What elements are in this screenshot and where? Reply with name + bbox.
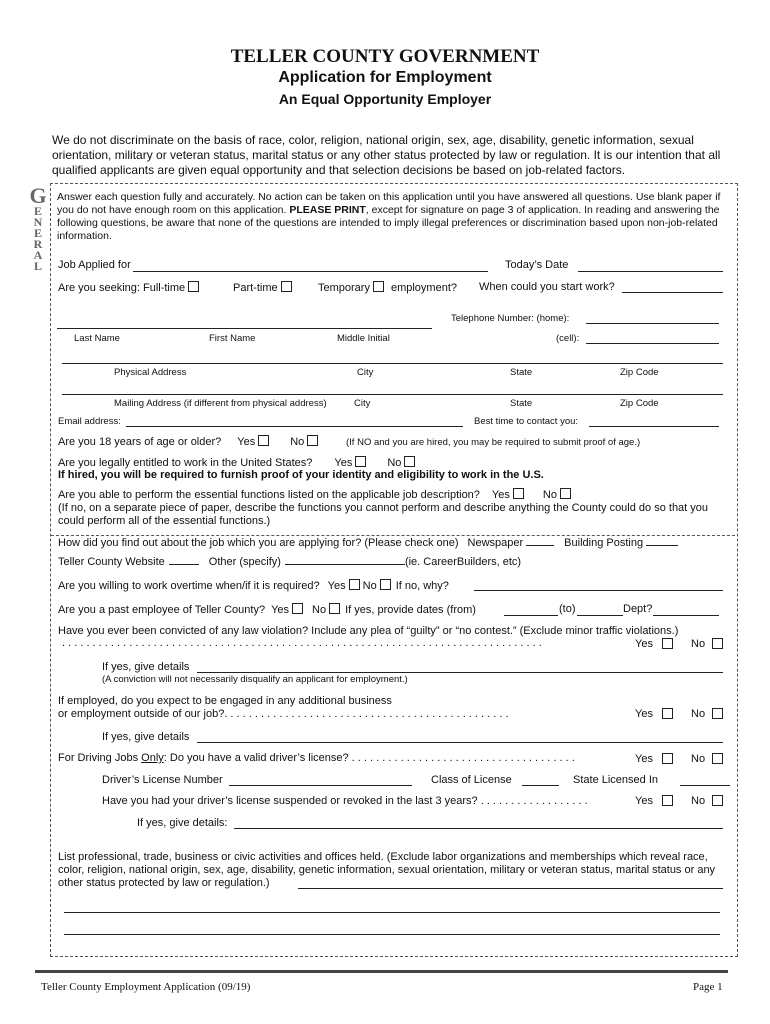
section-letter: G xyxy=(29,183,47,208)
other-business-no-label: No xyxy=(691,708,706,720)
dept-field[interactable] xyxy=(653,615,719,616)
section-letter: L xyxy=(33,259,42,273)
work-eligibility-note: If hired, you will be required to furnish proof of your identity and eligibility to work in the U.S. xyxy=(58,469,544,481)
conviction-question: Have you ever been convicted of any law violation? Include any plea of “guilty” or “no contest.” (Exclude minor traffic violations.) xyxy=(58,625,679,637)
essential-yes-checkbox[interactable] xyxy=(513,488,524,499)
best-time-label: Best time to contact you: xyxy=(474,416,579,427)
dates-to-label: (to) xyxy=(559,603,576,615)
first-name-label: First Name xyxy=(209,333,256,344)
license-yes-checkbox[interactable] xyxy=(662,753,673,764)
physical-address-label: Physical Address xyxy=(114,367,187,378)
state-label: State xyxy=(510,367,533,378)
eligibility-yes-checkbox[interactable] xyxy=(355,456,366,467)
conviction-yes-checkbox[interactable] xyxy=(662,638,673,649)
section-divider xyxy=(51,535,735,536)
middle-initial-label: Middle Initial xyxy=(337,333,390,344)
website-field[interactable] xyxy=(169,564,199,565)
part-time-checkbox[interactable] xyxy=(281,281,292,292)
page-number: Page 1 xyxy=(693,981,723,993)
age-18-yes-checkbox[interactable] xyxy=(258,435,269,446)
zip-label-2: Zip Code xyxy=(620,398,659,409)
other-business-details-label: If yes, give details xyxy=(102,731,190,743)
todays-date-field[interactable] xyxy=(578,271,723,272)
activities-question: List professional, trade, business or civic activities and offices held. (Exclude labor organizations and memberships which reveal race, color, religion, national origin, sex, age, disability, genetic information, sexual orientation, military or veteran status, marital status or any other status protected by law or regulation.) xyxy=(58,851,716,889)
past-employee-yes-checkbox[interactable] xyxy=(292,603,303,614)
other-business-yes-label: Yes xyxy=(635,708,653,720)
age-18-note: (If NO and you are hired, you may be required to submit proof of age.) xyxy=(346,437,641,448)
seeking-temporary: Temporary employment? xyxy=(318,282,458,294)
license-no-label: No xyxy=(691,753,706,765)
suspended-yes-label: Yes xyxy=(635,795,653,807)
dates-to-field[interactable] xyxy=(577,615,623,616)
state-licensed-label: State Licensed In xyxy=(573,774,659,786)
activities-field-2[interactable] xyxy=(64,912,720,913)
section-letter: R xyxy=(33,237,43,251)
conviction-details-label: If yes, give details xyxy=(102,661,190,673)
newspaper-field[interactable] xyxy=(526,545,554,546)
conviction-note: (A conviction will not necessarily disqualify an applicant for employment.) xyxy=(102,674,408,685)
activities-field-3[interactable] xyxy=(64,934,720,935)
overtime-no-checkbox[interactable] xyxy=(380,579,391,590)
city-label-2: City xyxy=(354,398,371,409)
name-field[interactable] xyxy=(57,328,432,329)
section-letter: E xyxy=(33,226,42,240)
eligibility-no-checkbox[interactable] xyxy=(404,456,415,467)
start-work-field[interactable] xyxy=(622,292,723,293)
best-time-field[interactable] xyxy=(589,426,719,427)
overtime-reason-field[interactable] xyxy=(474,590,723,591)
mailing-address-field[interactable] xyxy=(62,394,723,395)
state-label-2: State xyxy=(510,398,533,409)
full-time-checkbox[interactable] xyxy=(188,281,199,292)
overtime-yes-checkbox[interactable] xyxy=(349,579,360,590)
email-label: Email address: xyxy=(58,416,121,427)
city-label: City xyxy=(357,367,374,378)
activities-field-1[interactable] xyxy=(298,888,723,889)
seeking-full-time: Are you seeking: Full-time xyxy=(58,281,202,294)
todays-date-label: Today’s Date xyxy=(505,259,569,271)
license-class-field[interactable] xyxy=(522,785,559,786)
temporary-checkbox[interactable] xyxy=(373,281,384,292)
physical-address-field[interactable] xyxy=(62,363,723,364)
other-business-question-2: or employment outside of our job?. . . . . . . . . . . . . . . . . . . . . . . . . . . . . . . . . . . . . . . . . . . . . . . xyxy=(58,708,509,720)
work-eligibility-question: Are you legally entitled to work in the United States? Yes No xyxy=(58,456,418,469)
license-number-field[interactable] xyxy=(229,785,412,786)
essential-functions-note: (If no, on a separate piece of paper, describe the functions you cannot perform and describe anything the County could do so that you could perform all of the essential functions.) xyxy=(58,502,709,527)
drivers-license-question: For Driving Jobs Only: Do you have a valid driver’s license? . . . . . . . . . . . . . . . . . . . . . . . . . . . . . . . . . . . . . xyxy=(58,752,575,764)
dates-from-field[interactable] xyxy=(504,615,558,616)
past-employee-no-checkbox[interactable] xyxy=(329,603,340,614)
suspended-details-field[interactable] xyxy=(234,828,723,829)
license-no-checkbox[interactable] xyxy=(712,753,723,764)
email-field[interactable] xyxy=(126,426,463,427)
telephone-home-field[interactable] xyxy=(586,323,719,324)
license-yes-label: Yes xyxy=(635,753,653,765)
license-class-label: Class of License xyxy=(431,774,512,786)
section-label-general xyxy=(28,183,48,273)
license-number-label: Driver’s License Number xyxy=(102,774,223,786)
conviction-no-checkbox[interactable] xyxy=(712,638,723,649)
job-applied-field[interactable] xyxy=(133,271,488,272)
conviction-yes-label: Yes xyxy=(635,638,653,650)
overtime-question: Are you willing to work overtime when/if it is required? Yes No If no, why? xyxy=(58,580,449,592)
conviction-no-label: No xyxy=(691,638,706,650)
state-licensed-field[interactable] xyxy=(680,785,730,786)
footer-form-id: Teller County Employment Application (09/19) xyxy=(41,981,251,993)
section-letter: E xyxy=(33,204,42,218)
seeking-part-time: Part-time xyxy=(233,281,295,294)
suspended-yes-checkbox[interactable] xyxy=(662,795,673,806)
telephone-home-label: Telephone Number: (home): xyxy=(451,313,570,324)
license-suspended-question: Have you had your driver’s license suspended or revoked in the last 3 years? . . . . . . . . . . . . . . . . . . xyxy=(102,795,588,807)
nondiscrimination-statement: We do not discriminate on the basis of race, color, religion, national origin, sex, age, disability, genetic information, sexual orientation, military or veteran status, marital status or any other status protected by law or regulation. It is our intention that all qualified applicants are given equal opportunity and that selection decisions be based on job-related factors. xyxy=(52,133,721,177)
dept-label: Dept? xyxy=(623,603,653,615)
footer-rule xyxy=(35,970,728,973)
other-business-no-checkbox[interactable] xyxy=(712,708,723,719)
past-employee-question: Are you a past employee of Teller County? Yes No If yes, provide dates (from) xyxy=(58,604,476,616)
building-posting-field[interactable] xyxy=(646,545,678,546)
leader-dots: . . . . . . . . . . . . . . . . . . . . . . . . . . . . . . . . . . . . . . . . . . . . . . . . . . . . . . . . . . . . . . . . . . . . . . . . . . . . . . . xyxy=(62,637,542,649)
other-business-question: If employed, do you expect to be engaged in any additional business xyxy=(58,695,392,707)
essential-functions-question: Are you able to perform the essential functions listed on the applicable job description? Yes No xyxy=(58,488,574,501)
job-source-options: Teller County Website Other (specify) (ie. CareerBuilders, etc) xyxy=(58,556,522,568)
other-source-field[interactable] xyxy=(285,564,405,565)
section-letter: A xyxy=(33,248,43,262)
form-title: Application for Employment xyxy=(278,69,492,86)
mailing-address-label: Mailing Address (if different from physical address) xyxy=(114,398,327,409)
last-name-label: Last Name xyxy=(74,333,120,344)
section-letter: N xyxy=(33,215,43,229)
cell-label: (cell): xyxy=(556,333,580,344)
organization-name: TELLER COUNTY GOVERNMENT xyxy=(230,46,540,67)
instructions: Answer each question fully and accurately. No action can be taken on this application until you have answered all questions. Use blank paper if you do not have enough room on this application. PLEASE PRINT, except for signature on page 3 of application. In reading and answering the following questions, be aware that none of the questions are intended to imply illegal preferences or discrimination based upon non-job-related information. xyxy=(57,191,721,242)
job-applied-label: Job Applied for xyxy=(58,259,131,271)
other-business-details-field[interactable] xyxy=(197,742,723,743)
job-source-question: How did you find out about the job which you are applying for? (Please check one) Newspaper Building Posting xyxy=(58,537,678,549)
form-subtitle: An Equal Opportunity Employer xyxy=(278,91,492,107)
age-18-question: Are you 18 years of age or older? Yes No xyxy=(58,435,321,448)
form-frame xyxy=(50,183,738,957)
suspended-no-label: No xyxy=(691,795,706,807)
suspended-details-label: If yes, give details: xyxy=(137,817,228,829)
essential-no-checkbox[interactable] xyxy=(560,488,571,499)
cell-field[interactable] xyxy=(586,343,719,344)
other-business-yes-checkbox[interactable] xyxy=(662,708,673,719)
start-work-label: When could you start work? xyxy=(479,281,615,293)
suspended-no-checkbox[interactable] xyxy=(712,795,723,806)
age-18-no-checkbox[interactable] xyxy=(307,435,318,446)
conviction-details-field[interactable] xyxy=(197,672,723,673)
zip-label: Zip Code xyxy=(620,367,659,378)
